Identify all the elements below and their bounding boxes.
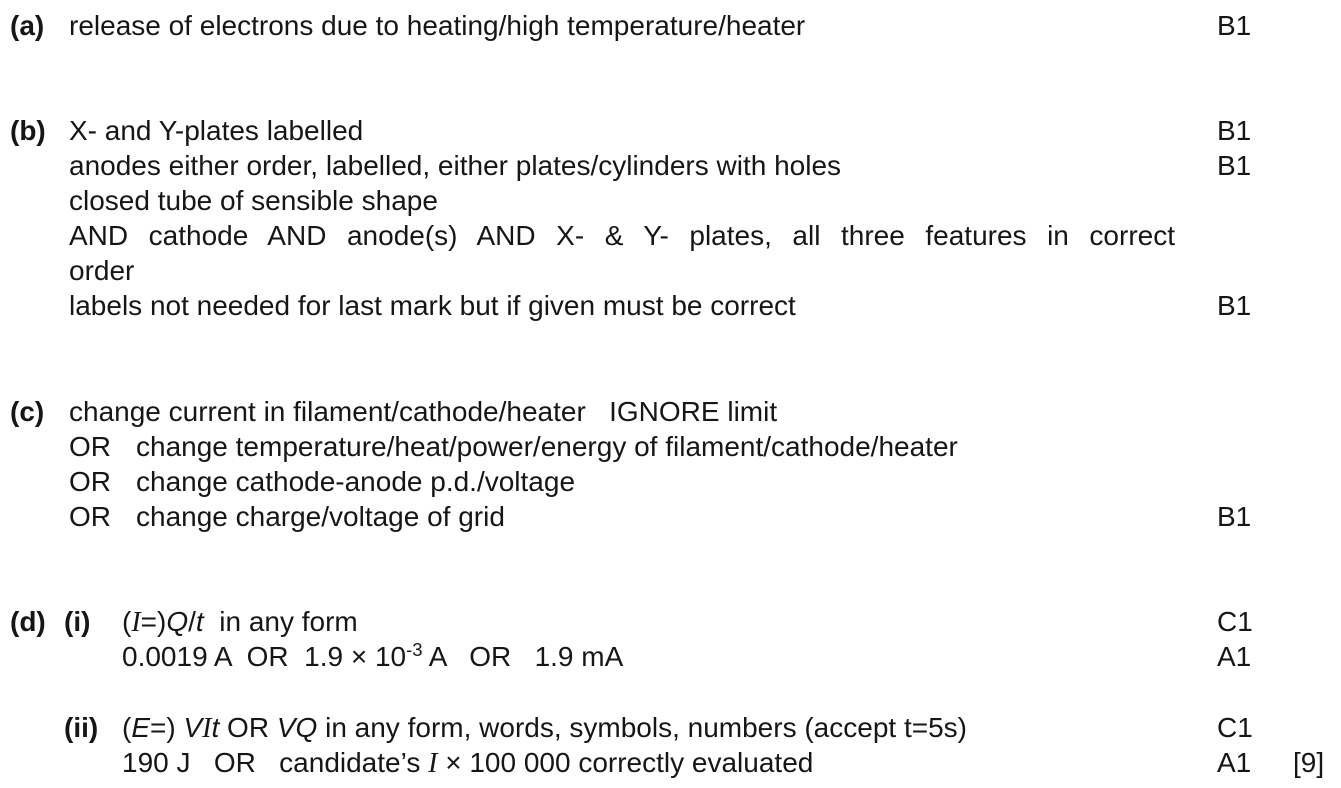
answer-line — [0, 183, 1341, 218]
mark-code: C1 — [1217, 606, 1253, 637]
part-c — [0, 394, 1341, 534]
answer-text: labels not needed for last mark but if given must be correct — [69, 290, 796, 321]
part-d-i — [0, 604, 1341, 674]
answer-text: AND cathode AND anode(s) AND X- & Y- plates, all three features in correct — [69, 220, 1175, 251]
answer-line — [0, 8, 1341, 43]
or-label: OR — [69, 466, 111, 497]
mark-code: A1 — [1217, 747, 1252, 778]
answer-line — [0, 253, 1341, 288]
answer-text: (I=)Q/t in any form — [122, 606, 358, 638]
answer-text: anodes either order, labelled, either plates/cylinders with holes — [69, 150, 842, 181]
answer-line — [0, 639, 1341, 674]
part-b — [0, 113, 1341, 323]
part-a — [0, 8, 1341, 43]
part-d-ii — [0, 710, 1341, 780]
answer-line — [0, 148, 1341, 183]
answer-text: X- and Y-plates labelled — [69, 115, 364, 146]
answer-line — [0, 113, 1341, 148]
answer-line — [0, 429, 1341, 464]
or-label: OR — [69, 501, 111, 532]
answer-text-body: change temperature/heat/power/energy of filament/cathode/heater — [136, 431, 958, 462]
part-c-label: (c) — [10, 396, 45, 427]
mark-code: B1 — [1217, 150, 1252, 181]
mark-code: B1 — [1217, 10, 1252, 41]
total-marks: [9] — [1293, 747, 1325, 778]
mark-code: C1 — [1217, 712, 1253, 743]
answer-text: release of electrons due to heating/high temperature/heater — [69, 10, 806, 41]
answer-line — [0, 710, 1341, 745]
answer-line — [0, 499, 1341, 534]
part-d-label: (d) — [10, 606, 46, 637]
answer-text — [69, 464, 575, 499]
answer-text: 190 J OR candidate’s I × 100 000 correctly evaluated — [122, 747, 814, 779]
answer-line — [0, 218, 1341, 253]
answer-text: 0.0019 A OR $1.9 \times 10^{-3}$ A OR 1.9 mA — [122, 638, 624, 672]
answer-text-body: change charge/voltage of grid — [136, 501, 505, 532]
answer-text-body: change cathode-anode p.d./voltage — [136, 466, 576, 497]
part-a-label: (a) — [10, 10, 45, 41]
mark-code: B1 — [1217, 290, 1252, 321]
answer-text — [69, 429, 958, 464]
answer-text: closed tube of sensible shape — [69, 185, 438, 216]
part-d-i-label: (i) — [64, 606, 91, 637]
mark-code: B1 — [1217, 115, 1252, 146]
answer-line — [0, 288, 1341, 323]
answer-text: order — [69, 255, 135, 286]
part-b-label: (b) — [10, 115, 46, 146]
answer-text: (E=) VIt OR VQ in any form, words, symbols, numbers (accept t=5s) — [122, 712, 967, 744]
mark-code: B1 — [1217, 501, 1252, 532]
answer-line — [0, 604, 1341, 639]
answer-line — [0, 394, 1341, 429]
answer-line — [0, 464, 1341, 499]
answer-text: change current in filament/cathode/heater IGNORE limit — [69, 396, 778, 427]
part-d-ii-label: (ii) — [64, 712, 99, 743]
or-label: OR — [69, 431, 111, 462]
mark-code: A1 — [1217, 641, 1252, 672]
answer-line — [0, 745, 1341, 780]
answer-text — [69, 499, 505, 534]
